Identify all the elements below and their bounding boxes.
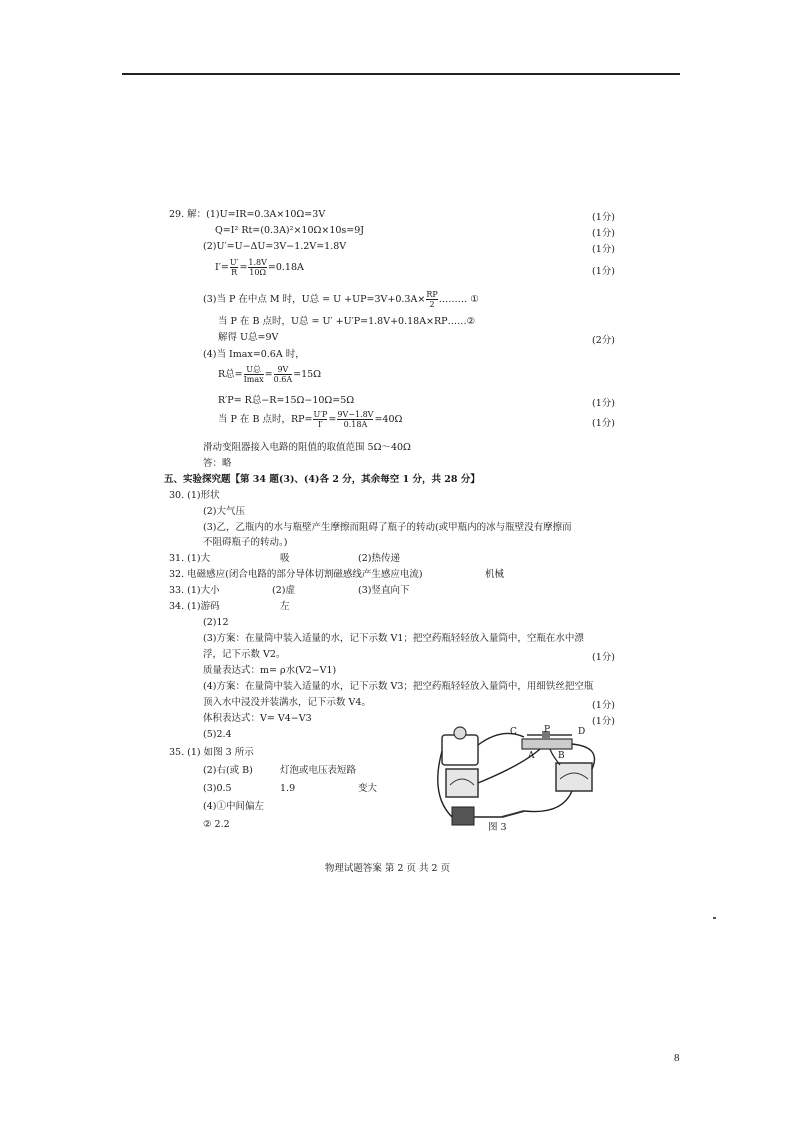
numerator: RP: [426, 290, 438, 299]
header-rule: [122, 73, 680, 75]
q30-line2: (2)大气压: [203, 506, 245, 517]
q34-line7: 顶入水中浸没并装满水，记下示数 V4。: [203, 697, 371, 708]
q30-line1: 30. (1)形状: [169, 490, 220, 501]
circuit-figure: [432, 725, 615, 835]
q31-part-b: 吸: [280, 553, 290, 564]
equals: =: [328, 414, 337, 425]
q29-line10: R′P= R总−R=15Ω−10Ω=5Ω: [218, 395, 355, 406]
rheostat-icon: [522, 739, 572, 749]
q34-line8: 体积表达式：V= V4−V3: [203, 713, 312, 724]
q29-line5-text: (3)当 P 在中点 M 时，U总 = U +UP=3V+0.3A×: [203, 294, 426, 305]
numerator: 1.8V: [248, 258, 267, 267]
fraction: [248, 258, 267, 277]
denominator: I′: [317, 420, 323, 429]
q33-part-c: (3)竖直向下: [358, 585, 410, 596]
q31-part-a: 31. (1)大: [169, 553, 211, 564]
q35-line3a: (3)0.5: [203, 783, 232, 794]
wire: [478, 733, 524, 745]
q29-line9-result: =15Ω: [293, 369, 322, 380]
score: (1分): [592, 212, 615, 223]
q30-line4: 不阻碍瓶子的转动。): [203, 537, 288, 548]
q29-line11: [218, 410, 402, 430]
q29-line12: 滑动变阻器接入电路的阻值的取值范围 5Ω～40Ω: [203, 442, 411, 453]
fraction: [337, 410, 373, 429]
section-5-heading: 五、实验探究题【第 34 题(3)、(4)各 2 分，其余每空 1 分，共 28 分】: [164, 474, 480, 485]
score: (1分): [592, 716, 615, 727]
q35-line3c: 变大: [358, 783, 378, 794]
label-b: B: [558, 751, 565, 761]
denominator: 2: [429, 300, 435, 309]
q29-line5: [203, 290, 479, 310]
q29-line13: 答：略: [203, 458, 232, 469]
q35-line3b: 1.9: [280, 783, 296, 794]
q34-line6: (4)方案：在量筒中装入适量的水，记下示数 V3；把空药瓶轻轻放入量筒中，用细铁丝把空瓶: [203, 681, 594, 692]
answer-sheet: [160, 195, 615, 885]
fraction: [230, 258, 239, 277]
denominator: 0.6A: [273, 375, 293, 384]
q32-part-b: 机械: [485, 569, 505, 580]
figure-caption: 图 3: [488, 822, 507, 833]
equals: =: [239, 262, 248, 273]
score: (1分): [592, 244, 615, 255]
q35-line2a: (2)右(或 B): [203, 765, 253, 776]
label-a: A: [528, 751, 535, 761]
denominator: 0.18A: [343, 420, 368, 429]
q29-line11-result: =40Ω: [374, 414, 403, 425]
score: (1分): [592, 266, 615, 277]
numerator: U总: [244, 365, 264, 375]
q29-line4: [215, 258, 304, 278]
scan-speck: [713, 917, 716, 919]
q35-line2b: 灯泡或电压表短路: [280, 765, 357, 776]
fraction: [274, 365, 293, 384]
score: (1分): [592, 398, 615, 409]
q35-line1: 35. (1) 如图 3 所示: [169, 747, 254, 758]
q29-line7: 解得 U总=9V: [218, 332, 279, 343]
q29-line11-prefix: 当 P 在 B 点时，RP=: [218, 414, 313, 425]
score: (1分): [592, 418, 615, 429]
score: (2分): [592, 335, 615, 346]
q29-line3: (2)U′=U−ΔU=3V−1.2V=1.8V: [203, 241, 347, 252]
numerator: 9V: [274, 365, 293, 375]
q29-line9-prefix: R总=: [218, 369, 243, 380]
q34-line1b: 左: [280, 601, 290, 612]
q29-line2: Q=I² Rt=(0.3A)²×10Ω×10s=9J: [215, 225, 365, 236]
switch-icon: [502, 811, 524, 817]
score: (1分): [592, 700, 615, 711]
fraction: [244, 365, 264, 384]
score: (1分): [592, 652, 615, 663]
denominator: Imax: [243, 375, 264, 384]
q34-line5: 质量表达式：m= ρ水(V2−V1): [203, 665, 337, 676]
q29-line9: [218, 365, 321, 385]
q33-part-a: 33. (1)大小: [169, 585, 220, 596]
equals: =: [264, 369, 273, 380]
q30-line3: (3)乙，乙瓶内的水与瓶壁产生摩擦而阻碍了瓶子的转动(或甲瓶内的冰与瓶壁没有摩擦而: [203, 522, 572, 533]
q29-line1: 29. 解：(1)U=IR=0.3A×10Ω=3V: [169, 209, 326, 220]
ammeter-icon: [446, 769, 478, 797]
numerator: 9V−1.8V: [337, 410, 374, 419]
q34-line2: (2)12: [203, 617, 229, 628]
q32-part-a: 32. 电磁感应(闭合电路的部分导体切割磁感线产生感应电流): [169, 569, 423, 580]
q35-line5: ② 2.2: [203, 819, 230, 830]
score: (1分): [592, 228, 615, 239]
q29-line4-result: =0.18A: [267, 262, 304, 273]
q29-line8: (4)当 Imax=0.6A 时，: [203, 349, 305, 360]
wire: [524, 791, 572, 812]
label-p: P: [544, 725, 551, 735]
q34-line4: 浮，记下示数 V2。: [203, 649, 286, 660]
label-c: C: [510, 727, 517, 737]
q34-line3: (3)方案：在量筒中装入适量的水，记下示数 V1；把空药瓶轻轻放入量筒中，空瓶在水中漂: [203, 633, 584, 644]
label-d: D: [578, 727, 586, 737]
denominator: 10Ω: [249, 268, 267, 277]
battery-icon: [452, 807, 474, 825]
bulb-icon: [454, 727, 466, 739]
numerator: U′: [229, 258, 239, 267]
q29-line6: 当 P 在 B 点时，U总 = U′ +U′P=1.8V+0.18A×RP……②: [218, 316, 476, 327]
voltmeter-icon: [556, 763, 592, 791]
q29-line4-prefix: I′=: [215, 262, 229, 273]
q35-line4: (4)①中间偏左: [203, 801, 264, 812]
q34-line1a: 34. (1)游码: [169, 601, 220, 612]
denominator: R: [231, 268, 238, 277]
page-number: 8: [674, 1052, 680, 1064]
q34-line9: (5)2.4: [203, 729, 232, 740]
fraction: [313, 410, 327, 429]
fraction: [426, 290, 437, 309]
q33-part-b: (2)虚: [272, 585, 295, 596]
q31-part-c: (2)热传递: [358, 553, 400, 564]
page-footer: 物理试题答案 第 2 页 共 2 页: [324, 863, 451, 874]
equation-marker: ……… ①: [438, 294, 479, 305]
numerator: U′P: [313, 410, 328, 419]
